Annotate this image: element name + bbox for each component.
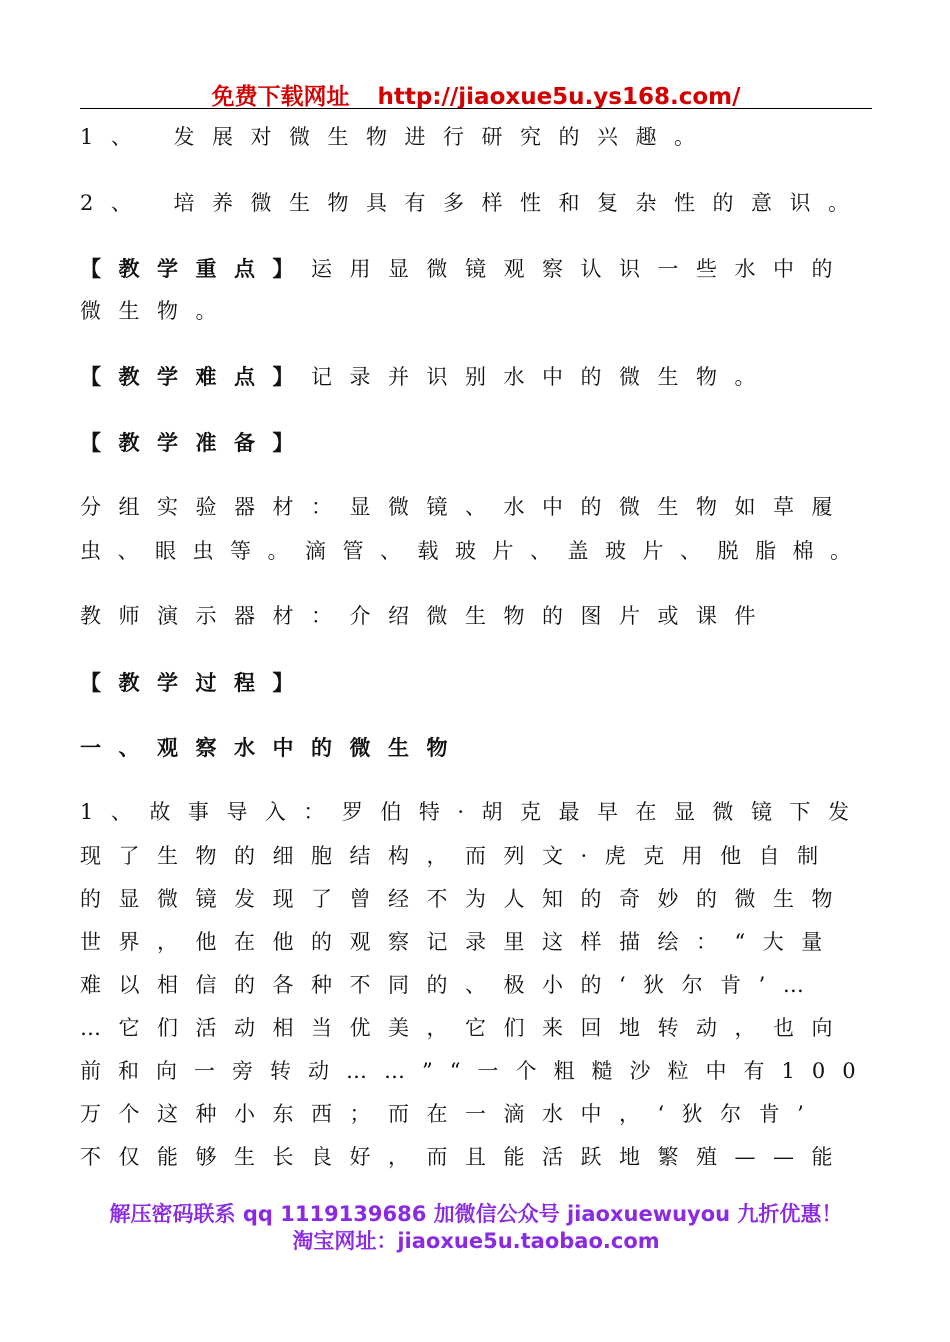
footer-contact-line: 解压密码联系 qq 1119139686 加微信公众号 jiaoxuewuyou 九折优惠！ [109, 1202, 843, 1226]
story-line-4: 世界，他在他的观察记录里这样描绘：“大量 [80, 930, 840, 954]
header-url-link[interactable]: http://jiaoxue5u.ys168.com/ [377, 84, 741, 110]
section-label: 【教学难点】 [80, 364, 311, 389]
objective-line-2: 2、 培养微生物具有多样性和复杂性的意识。 [80, 191, 867, 215]
objective-line-1: 1、 发展对微生物进行研究的兴趣。 [80, 125, 713, 149]
header-divider [80, 108, 872, 109]
story-line-5: 难以相信的各种不同的、极小的‘狄尔肯’… [80, 973, 822, 997]
section-heading-1: 一、观察水中的微生物 [80, 735, 465, 760]
story-line-1: 1、故事导入：罗伯特·胡克最早在显微镜下发 [80, 800, 867, 824]
section-label: 【教学重点】 [80, 256, 311, 281]
group-materials-line-2: 虫、眼虫等。滴管、载玻片、盖玻片、脱脂棉。 [80, 539, 868, 563]
footer-shop-link[interactable]: 淘宝网址：jiaoxue5u.taobao.com [292, 1229, 660, 1253]
key-point-line: 【教学重点】运用显微镜观察认识一些水中的 [80, 256, 850, 281]
teacher-materials-line: 教师演示器材：介绍微生物的图片或课件 [80, 604, 773, 628]
story-line-7: 前和向一旁转动……”“一个粗糙沙粒中有100 [80, 1059, 873, 1083]
story-line-6: …它们活动相当优美，它们来回地转动，也向 [80, 1016, 850, 1040]
story-line-9: 不仅能够生长良好，而且能活跃地繁殖——能 [80, 1145, 850, 1169]
key-point-line-cont: 微生物。 [80, 299, 234, 323]
preparation-heading: 【教学准备】 [80, 430, 311, 455]
difficulty-line: 【教学难点】记录并识别水中的微生物。 [80, 364, 773, 389]
story-line-3: 的显微镜发现了曾经不为人知的奇妙的微生物 [80, 887, 850, 911]
story-line-2: 现了生物的细胞结构，而列文·虎克用他自制 [80, 844, 836, 868]
header-label: 免费下载网址 [211, 84, 350, 110]
group-materials-line-1: 分组实验器材：显微镜、水中的微生物如草履 [80, 495, 850, 519]
process-heading: 【教学过程】 [80, 670, 311, 695]
download-header [80, 78, 872, 111]
story-line-8: 万个这种小东西；而在一滴水中，‘狄尔肯’ [80, 1102, 822, 1126]
